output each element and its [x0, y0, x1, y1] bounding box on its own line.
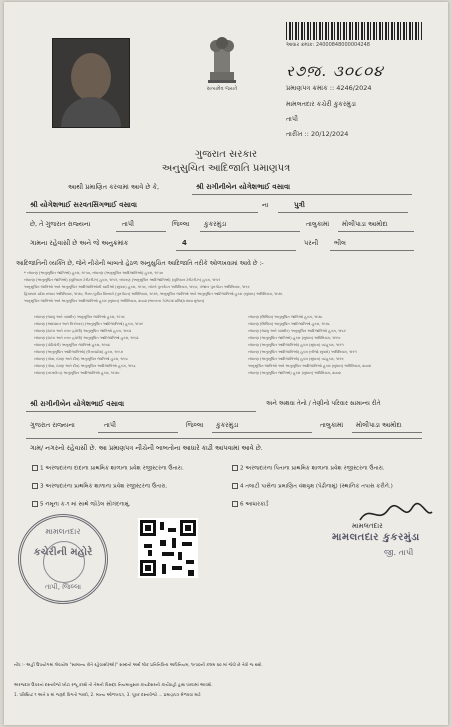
footer-note-2: અરજદાર ઉપરનાં દસ્તાવેજો ખોટા રજૂ કરશે તો તેમની વિરુદ્ધ નિયમાનુસાર કાયદેસરની કાર્યવાહી હાથ ધરવામાં આવશે.	[14, 682, 213, 687]
qr-code	[138, 518, 198, 578]
order-right-1: બંધારણ (સિક્કિમ) અનુસૂચિત આદિજાતિઓ હુકમ, ૧૯૭૮	[248, 322, 330, 326]
order-left-5: બંધારણ (અનુસૂચિત આદિજાતિઓ) (ઉત્તરપ્રદેશ) હુકમ, ૧૯૬૭	[34, 350, 123, 354]
relation-label: ના	[262, 201, 269, 209]
issue-purpose: ગામ/ નગરનો રહેવાસી છે. આ પ્રમાણપત્ર નીચેની બાબતોના આધારે કાઢી આપવામાં આવે છે.	[30, 444, 263, 452]
taluka2-name: કુકરમુંડા	[216, 421, 239, 429]
barcode-number: આધાર ક્રમાંક: 24000848000004248	[286, 42, 370, 48]
tribe-sentence: આદિજાતિની વ્યક્તિ છે, જેને નીચેની બાબતો હેઠળ અનુસુચિત આદિજાતિ તરીકે ઓળખવામાં આવે છે :-	[16, 260, 264, 267]
order-right-8: બંધારણ (અનુસૂચિત જાતિઓ) હુકમ (સુધારા) અધિનિયમ, ૨૦૦૨	[248, 371, 341, 375]
district-name: તાપી	[122, 220, 134, 228]
serial-number: 4	[182, 239, 187, 247]
office-seal: મામલતદાર કચેરીની મહોરે તાપી, જિલ્લા	[18, 514, 108, 604]
document-option-2: 2 અરજદારના પિતાના પ્રાથમિક શાળાના પ્રવેશ રજીસ્ટરના ઉતારા.	[232, 465, 385, 473]
order-right-4: બંધારણ (અનુસૂચિત આદિજાતિઓ) હુકમ (સુધારા) વટહુકમ, ૧૯૯૧	[248, 343, 344, 347]
village-prefix: ગામના રહેવાસી છે અને જે અનુક્રમાંક	[30, 239, 129, 247]
emblem-caption: સત્યમેવ જયતે	[206, 86, 238, 92]
order-right-7: અનુસૂચિત જાતિઓ અને અનુસૂચિત આદિજાતિઓ હુકમ (સુધારા) અધિનિયમ, ૨૦૦૨	[248, 364, 371, 368]
order-right-3: બંધારણ (અનુસૂચિત જાતિઓ) હુકમ (સુધારા) અધિનિયમ, ૧૯૯૦	[248, 336, 341, 340]
taluka-name: કુકરમુંડા	[204, 220, 227, 228]
relation-value: પુત્રી	[294, 201, 305, 209]
barcode	[286, 22, 422, 40]
certify-intro: આથી પ્રમાણિત કરવામાં આવે છે કે,	[68, 183, 160, 191]
taluka-label: તાલુકામાં	[306, 220, 330, 228]
order-full-0: * બંધારણ (અનુસૂચિત જાતિઓ) હુકમ, ૧૯૫૦, બંધારણ (અનુસૂચિત આદિજાતિઓ) હુકમ, ૧૯૫૦	[24, 271, 163, 275]
order-full-1: બંધારણ (અનુસૂચિત જાતિઓ) (યુનિયન ટેરીટરીઝ) હુકમ, ૧૯૫૧, બંધારણ (અનુસૂચિત આદિજાતિઓ) (યુનિયન ટેરીટરીઝ) હુકમ, ૧૯૫૧	[24, 278, 221, 282]
order-right-0: બંધારણ (સિક્કિમ) અનુસૂચિત જાતિઓ હુકમ, ૧૯૭૮	[248, 315, 323, 319]
document-option-3: 3 અરજદારના પ્રાથમિક શાળાના પ્રવેશ રજીસ્ટરના ઉતારા.	[32, 483, 167, 491]
district2-label: જિલ્લા	[186, 421, 204, 429]
officer-stamp: મામલતદાર કુકરમુંડા	[332, 532, 420, 543]
order-left-0: બંધારણ (જમ્મુ અને કાશ્મીર) અનુસૂચિત જાતિઓ હુકમ, ૧૯૫૬	[34, 315, 125, 319]
applicant-photo	[52, 38, 130, 128]
document-option-1: 1 અરજદારના દાદાના પ્રાથમિક શાળાના પ્રવેશ રજીસ્ટરના ઉતારા.	[32, 465, 184, 473]
certificate-title: અનુસુચિત આદિજાતિ પ્રમાણપત્ર	[161, 163, 291, 174]
order-left-2: બંધારણ (દાદરા અને નગર હવેલી) અનુસૂચિત જાતિઓ હુકમ, ૧૯૬૨	[34, 329, 132, 333]
document-option-4: 4 તલાટી પાસેના પ્રમાણિત વંશવૃક્ષ (પેઢીનામું) (સ્થાનિક તપાસ કરીને.)	[232, 483, 393, 491]
district2-name: તાપી	[104, 421, 116, 429]
document-option-6: 6 આધારકાર્ડ	[232, 501, 268, 509]
district-label: જિલ્લા	[172, 220, 190, 228]
officer-stamp-district: જી. તાપી	[384, 548, 414, 557]
order-full-3: હિમાચલ પ્રદેશ રાજ્ય અધિનિયમ, ૧૯૭૦, ઉત્તર-પૂર્વીય વિસ્તારો (પુનર્ગઠન) અધિનિયમ, ૧૯૭૧, અનુસૂચિત જાતિઓ અને અનુસૂચિત આદિજાતિઓ હુકમ (સુધારા) અધિનિયમ, ૧૯૭૬	[24, 292, 283, 296]
village2-name: મોલીપાડા આમોદા	[356, 421, 402, 429]
village-name: મોલીપાડા આમોદા	[342, 220, 388, 228]
signatory-title: મામલતદાર	[352, 522, 383, 530]
order-left-3: બંધારણ (દાદરા અને નગર હવેલી) અનુસૂચિત આદિજાતિઓ હુકમ, ૧૯૬૨	[34, 336, 139, 340]
holder-name: શ્રી રાગીનીબેન યોગેશભાઈ વસાવા	[30, 400, 125, 408]
order-right-2: બંધારણ (જમ્મુ અને કાશ્મીર) અનુસૂચિત આદિજાતિઓ હુકમ, ૧૯૮૯	[248, 329, 347, 333]
order-full-2: અનુસૂચિત જાતિઓ અને અનુસૂચિત આદિજાતિઓની યાદીઓ (સુધારા) હુકમ, ૧૯૫૬, બોમ્બે પુનર્ગઠન અધિનિયમ, ૧૯૬૦, પંજાબ પુનર્ગઠન અધિનિયમ, ૧૯૬૬	[24, 285, 250, 289]
family-residence: અને અથવા તેનો / તેણીનો પરિવાર સામાન્ય રીતે	[266, 400, 381, 407]
order-left-4: બંધારણ (પોંડિચેરી) અનુસૂચિત જાતિઓ હુકમ, ૧૯૬૪	[34, 343, 110, 347]
state-prefix: છે, તે ગુજરાત રાજ્યના	[30, 220, 91, 228]
caste-name: ભીલ	[334, 239, 346, 247]
document-option-5: 5 નમૂના ક-૧ માં સાથે જોડેલ સોગંદનામું.	[32, 501, 131, 509]
handwritten-number: ર૭જ઼. ૩૦૮૦૪	[286, 62, 384, 80]
footer-note-1: નોંધ :- અહીં ઉપયોગમાં લેવાયેલ "સામાન્ય રીતે રહેવાસી(ઓ)" શબ્દનો અર્થ લોક પ્રતિનિધિત્વ અધિનિયમ, ૧૯૫૦ની કલમ ૨૦ માં જેવો છે તેવો જ થશે.	[14, 662, 263, 667]
footer-note-3: 1. પરિશિષ્ટ ૧ અને ૨ માં જરૂરી વિગતો ભરવી, 2. માન્ય ઓળખપત્ર, 3. પૂરક દસ્તાવેજો ... પ્રમાણપત્ર મેળવવા માટે	[14, 692, 201, 697]
taluka2-label: તાલુકામાં	[320, 421, 344, 429]
order-full-4: અનુસૂચિત જાતિઓ અને અનુસૂચિત આદિજાતિઓ હુકમ (સુધારા) અધિનિયમ, ૨૦૦૨ (ભારતના ગેઝેટમાં પ્રસિદ્ધ થયા મુજબ)	[24, 299, 205, 303]
government-title: ગુજરાત સરકાર	[194, 149, 258, 160]
national-emblem-icon	[202, 34, 242, 90]
office-line1: મામલતદાર કચેરી કુકરમુંડા	[286, 100, 357, 108]
applicant-name: શ્રી રાગીનીબેન યોગેશભાઈ વસાવા	[196, 183, 291, 191]
office-line2: તાપી	[286, 115, 298, 123]
caste-label: પરની	[304, 239, 319, 247]
order-right-5: બંધારણ (અનુસૂચિત આદિજાતિઓ) હુકમ (બીજો સુધારો) અધિનિયમ, ૧૯૯૧	[248, 350, 357, 354]
order-left-1: બંધારણ (આંદામાન અને નિકોબાર) (અનુસૂચિત આદિજાતિઓ) હુકમ, ૧૯૫૯	[34, 322, 144, 326]
order-right-6: બંધારણ (અનુસૂચિત આદિજાતિઓ) હુકમ (સુધારા) વટહુકમ, ૧૯૯૬	[248, 357, 344, 361]
father-name: શ્રી યોગેશભાઈ સરવતસિંગભાઈ વસાવા	[30, 201, 137, 209]
order-left-7: બંધારણ (ગોવા, દમણ અને દીવ) અનુસૂચિત આદિજાતિઓ હુકમ, ૧૯૬૮	[34, 364, 136, 368]
certificate-number: પ્રમાણપત્ર ક્રમાંક :: 4246/2024	[286, 84, 372, 92]
order-left-8: બંધારણ (નાગાલેન્ડ) અનુસૂચિત આદિજાતિઓ હુકમ, ૧૯૭૦	[34, 371, 120, 375]
order-left-6: બંધારણ (ગોવા, દમણ અને દીવ) અનુસૂચિત જાતિઓ હુકમ, ૧૯૬૮	[34, 357, 129, 361]
issue-date: તારીખ :: 20/12/2024	[286, 130, 349, 138]
state2-prefix: ગુજરાત રાજ્યના	[30, 421, 75, 429]
certificate-page	[4, 2, 448, 725]
